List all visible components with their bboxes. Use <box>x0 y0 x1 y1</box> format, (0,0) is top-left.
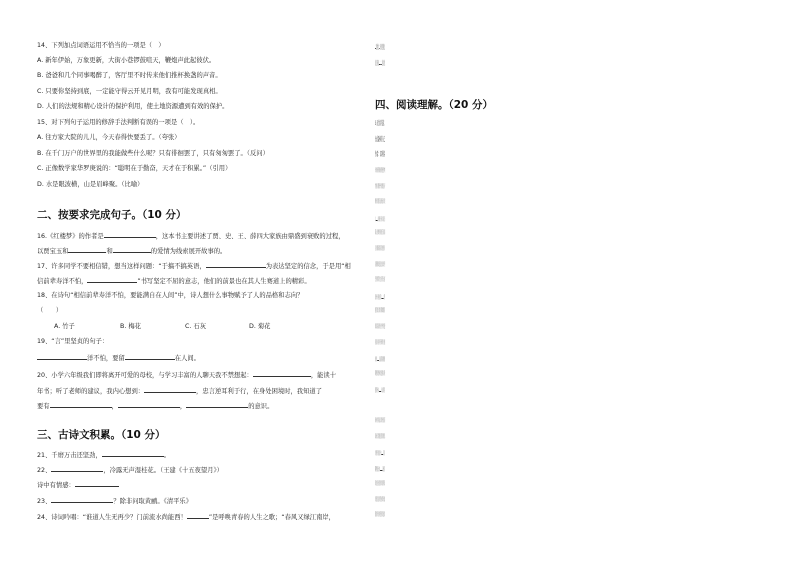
para-3-line-5: 来到了新的地方，就是这样，我们在一起度过了很多美好的时光，那时候的我们，就是那样简单而快乐的， <box>375 481 386 487</box>
para-1-line-6: 过了，童年的时光，我最喜欢在那路上玩耍，我就能跟着风，直到那天，它们的样子就是这样的，好奇 <box>375 246 385 252</box>
para-3-line-3 <box>375 448 385 458</box>
para-1-line-8: 思想，行为方式对于我们平常重要到了那个地方，因为它们，就是那一切了，好想和我们一起，这样就完了 <box>375 277 386 283</box>
para-2-text-3b: ，这是《铁道游击队》，我看了最多遍，那里面的故事都是最有意思的 <box>378 357 385 363</box>
q16-text-d: 和 <box>106 248 113 255</box>
article-author: 作者：郭利伟 <box>375 151 386 158</box>
q20-blank-3[interactable] <box>50 401 112 408</box>
q16-blank-2[interactable] <box>68 246 106 253</box>
q21-line <box>37 450 170 460</box>
q16-line-2 <box>37 246 226 256</box>
q15-option-b: B. 在千门万户的世界里的我能做些什么呢？只有徘徊罢了，只有匆匆罢了。（反问） <box>37 150 269 157</box>
q18-option-b: B. 梅花 <box>120 323 141 330</box>
q23-blank[interactable] <box>51 496 113 503</box>
para-1-line-9 <box>375 292 385 302</box>
q19-text-c: 在人间。 <box>174 355 200 362</box>
q25-line <box>375 58 385 68</box>
q23-text-a: 23、 <box>37 498 52 505</box>
q22-line-2 <box>37 480 119 490</box>
q18-option-d: D. 菊花 <box>249 323 271 330</box>
para-2-text-5b: ，一种力量，去支撑我，好好地学习， <box>381 388 386 394</box>
q14-option-b: B. 爸爸和几个同事喝醉了，客厅里不时传来他们推杯换盏的声音。 <box>37 72 222 79</box>
q21-text-a: 21、千磨万击还坚劲， <box>37 452 102 459</box>
q19-text-a: 19、“言”里坚贞的句子： <box>37 338 109 345</box>
q22-text-a: 22、 <box>37 467 52 474</box>
q15-option-d: D. 水是眼波横，山是眉峰聚。（比喻） <box>37 181 144 188</box>
para-3-line-6: 那个时候，我们就已经知道了，生活就是这样的，只要我们愿意，就一定能够做到，那么我们就一起去做吧， <box>375 497 386 503</box>
q17-line-2 <box>37 276 311 286</box>
q16-text-c: 以贾宝玉和 <box>37 248 69 255</box>
para-1-line-7: 地玩耍，父亲的感情都是里面体现出来的，也是让我心动的记忆，他说过的东西。这么们如此分析，风里里 <box>375 262 386 268</box>
q20-line-1 <box>37 370 336 380</box>
q24-blank-1[interactable] <box>187 512 209 519</box>
para-2-text-5a: 我心里想，我要成为一个坚强的人（4） <box>375 388 380 394</box>
q20-blank-2[interactable] <box>144 386 196 393</box>
q24-line <box>37 512 335 522</box>
para-1-text-4a: 说（1） <box>375 217 376 223</box>
q19-line <box>37 338 108 346</box>
q15-stem: 15、对下列句子运用的修辞手法判断有误的一项是（ ）。 <box>37 119 200 126</box>
q22-blank[interactable] <box>51 465 103 472</box>
q22-line <box>37 465 223 475</box>
q21-blank[interactable] <box>102 450 164 457</box>
para-2-line-2: 这样，我看了《铁道游击队》《闪闪的红星》《小兵张嘎》等连环画书籍和以下美好的事物于心，就是这样的 <box>375 340 386 346</box>
para-2-line-5 <box>375 385 385 395</box>
q24-text-d: ，一枝红杏出墙来”是生机勃勃的春日之歌。 <box>379 44 386 51</box>
q19-blank-2[interactable] <box>125 353 175 360</box>
section-3-heading: 三、古诗文积累。（10 分） <box>37 429 166 441</box>
q16-text-e: 的爱情为线索展开故事的。 <box>150 248 227 255</box>
q24-text-a: 24、诗词吟唱：“谁道人生无再少？门前流水尚能西！ <box>37 514 187 521</box>
q21-text-b: 。 <box>163 452 170 459</box>
q16-blank-1[interactable] <box>104 231 156 238</box>
q16-line-1 <box>37 231 345 241</box>
q26-stem: 26、现代文阅读与鉴赏。 <box>375 120 386 127</box>
q20-line-2 <box>37 386 322 396</box>
para-3-line-7: 我们都是这样长大的，我们都一样，就是这样的，你说是不是呢？我是这样长大的，我们也是这样长大的。 <box>375 512 386 518</box>
para-2-text-3a: 人公的勇敢和坚强，（3） <box>375 357 378 363</box>
q18-answer-paren: （ ） <box>37 307 63 314</box>
q23-line <box>37 496 192 506</box>
q19-blank-1[interactable] <box>37 353 87 360</box>
para-1-text-4b: ，这年的时候，外面很很热，我会一个海看到点一口井下面，我的父亲见了，就开始 <box>377 217 386 223</box>
q23-text-b: ？除非问取黄鹂。《清平乐》 <box>113 498 193 505</box>
q25-text-a: 25、她这首诗，是想让人听着不太舒服，但我知道 <box>375 60 379 67</box>
para-1-line-5: 带着我去去上山，上河里捕鱼，去野外做树搭风车、搜摘树。我的心里欢乐了，于是我的，前我的，我的最 <box>375 230 386 236</box>
q20-text-b: ，能读十 <box>310 372 336 379</box>
q18-option-c: C. 石灰 <box>185 323 206 330</box>
para-3-text-4b: ，我们一起做了很多， <box>382 467 386 473</box>
q24-text-c: ”是思念故乡的乡愁之歌；“ <box>375 44 380 51</box>
q18-option-a: A. 竹子 <box>54 323 75 330</box>
q17-text-d: ”书写坚定不屈的意志，他们的前景也在其人生赛道上的精彩。 <box>137 278 311 285</box>
q25-text-c: 。”这些批评与建议，对我的成长帮助很大。 <box>381 60 386 67</box>
para-1-text-9a: 把我和父亲孩子们一句话，好坏一定能够好好地说，这样就说了我们了（2） <box>375 295 382 301</box>
q14-option-c: C. 只要你坚持到底，一定能守得云开见月明，我有可能发现真相。 <box>37 88 222 95</box>
q20-text-e: 要有 <box>37 403 50 410</box>
q20-text-a: 20、小学六年级我们即将离开可爱的母校，与学习丰富的人聊天我不禁想起： <box>37 372 253 379</box>
q19-text-b: 洋不怕，要留 <box>87 355 125 362</box>
q24-continued <box>375 42 385 52</box>
section-4-heading: 四、阅读理解。（20 分） <box>375 99 494 111</box>
section-2-heading: 二、按要求完成句子。（10 分） <box>37 209 187 221</box>
q20-text-c: 年书；听了老师的建议，我内心想到： <box>37 388 145 395</box>
q19-line-2 <box>37 353 200 363</box>
q18-stem: 18、在诗句“相信前辈寿洋不怕，要能满自在人间”中，诗人想什么事物赋予了人的品格和志向？ <box>37 292 304 299</box>
q14-stem: 14、下列加点词语运用不恰当的一项是（ ） <box>37 42 165 49</box>
q22-blank-2[interactable] <box>75 480 119 487</box>
para-1-line-1: ①今天，有机会来与孩子们聊聊天，我要到来看看你，孩子们的特点总是有些里“笔记”“典藏”“美 <box>375 168 386 174</box>
q16-blank-3[interactable] <box>113 246 151 253</box>
para-3-text-3b: ，又做了很多事情， <box>383 451 385 457</box>
q15-option-c: C. 正像数学家华罗庚说的：“聪明在于勤奋，天才在于积累。”（引用） <box>37 165 232 172</box>
q24-text-b: ”是呼唤青春的人生之歌；“春风又绿江南岸， <box>208 514 335 521</box>
para-1-line-3: 们的时候我会有一段时光，那时我要的是几个蓝天白云，我也会和孩子们一起玩耍，在课外，在田野，地 <box>375 199 386 205</box>
q17-text-b: 为表达坚定的信念，于是用“相 <box>265 263 351 270</box>
q20-text-f: ， <box>111 403 118 410</box>
para-2-line-1: ②我心的成长，人的生活水平越来越高，孩子们的内心也都在一些地方，有一些美好的事物，就是通过这些 <box>375 324 386 330</box>
q20-blank-1[interactable] <box>253 370 311 377</box>
q22-text-c: 诗中有情感： <box>37 482 75 489</box>
q16-text-a: 16.《红楼梦》的作者是 <box>37 233 104 240</box>
para-3-line-1: ③我家门前有一片大树林，那里有很多鸟儿在上面飞来飞去，我经常会和几个小伙伴一起去那里玩耍，抓着 <box>375 418 386 424</box>
para-3-line-4 <box>375 464 385 474</box>
para-1-line-2: 好”“幸运”这样美好的词语。当我想要给孩子们分享一些什么的时候，我首先想到了自己的童年。孩子 <box>375 184 386 190</box>
q20-text-d: ，忠言逆耳利于行，在身处困境时，我知道了 <box>196 388 322 395</box>
q17-blank-1[interactable] <box>206 261 266 268</box>
q16-text-b: ，这本书主要讲述了贾、史、王、薛四大家族由鼎盛到衰败的过程， <box>155 233 345 240</box>
q20-line-3 <box>37 401 273 411</box>
para-1-line-10: 这样就觉得了，我们就去做了好了，就去做那样的东西了，然后和我们做出来的事情就会跟着我的。 <box>375 308 385 314</box>
para-2-line-3 <box>375 354 385 364</box>
q17-line-1 <box>37 261 351 271</box>
q22-text-b: ，冷露无声湿桂花。（王建《十五夜望月》） <box>103 467 223 474</box>
para-1-text-9b: ，如果都不想了 <box>383 295 385 301</box>
q20-blank-5[interactable] <box>186 401 248 408</box>
para-3-text-4a: 带着我的那些朋友们，我们一起去做，（6） <box>375 467 381 473</box>
q17-text-a: 17、许多同学不要相信错，想当这样问题：“于搞不搞英语， <box>37 263 206 270</box>
q14-option-d: D. 人们的法规和精心设计的保护利用，使土地资源遭到有效的保护。 <box>37 103 229 110</box>
q15-option-a: A. 往方家大院的儿儿，今天春得快要丢了。（夸张） <box>37 134 181 141</box>
q14-option-a: A. 新年伊始，万象更新，大街小巷锣鼓喧天，鞭炮声此起彼伏。 <box>37 57 216 64</box>
q20-text-g: ， <box>179 403 187 410</box>
article-title: 长成最棒的自己 <box>375 136 386 143</box>
para-3-text-3a: 那个时候，我们的家里条件不好，我们就会自己动手去做一些东西，（5） <box>375 451 382 457</box>
para-1-line-4 <box>375 214 385 224</box>
para-2-line-4: 我最崇拜的就是那些英雄们，我就是想成为一名英雄人物，我就想着自己也能成为那样的人，在很多事情上 <box>375 371 386 377</box>
q17-blank-2[interactable] <box>87 276 137 283</box>
q20-blank-4[interactable] <box>118 401 180 408</box>
para-3-line-2: 鸟儿回来和家里人一起分享，那时的生活真的是很美好的，我也很怀念那段时光，那时候的我们，就是那么 <box>375 434 386 440</box>
q20-text-h: 的意识。 <box>248 403 274 410</box>
q17-text-c: 信前辈寿洋不怕， <box>37 278 88 285</box>
